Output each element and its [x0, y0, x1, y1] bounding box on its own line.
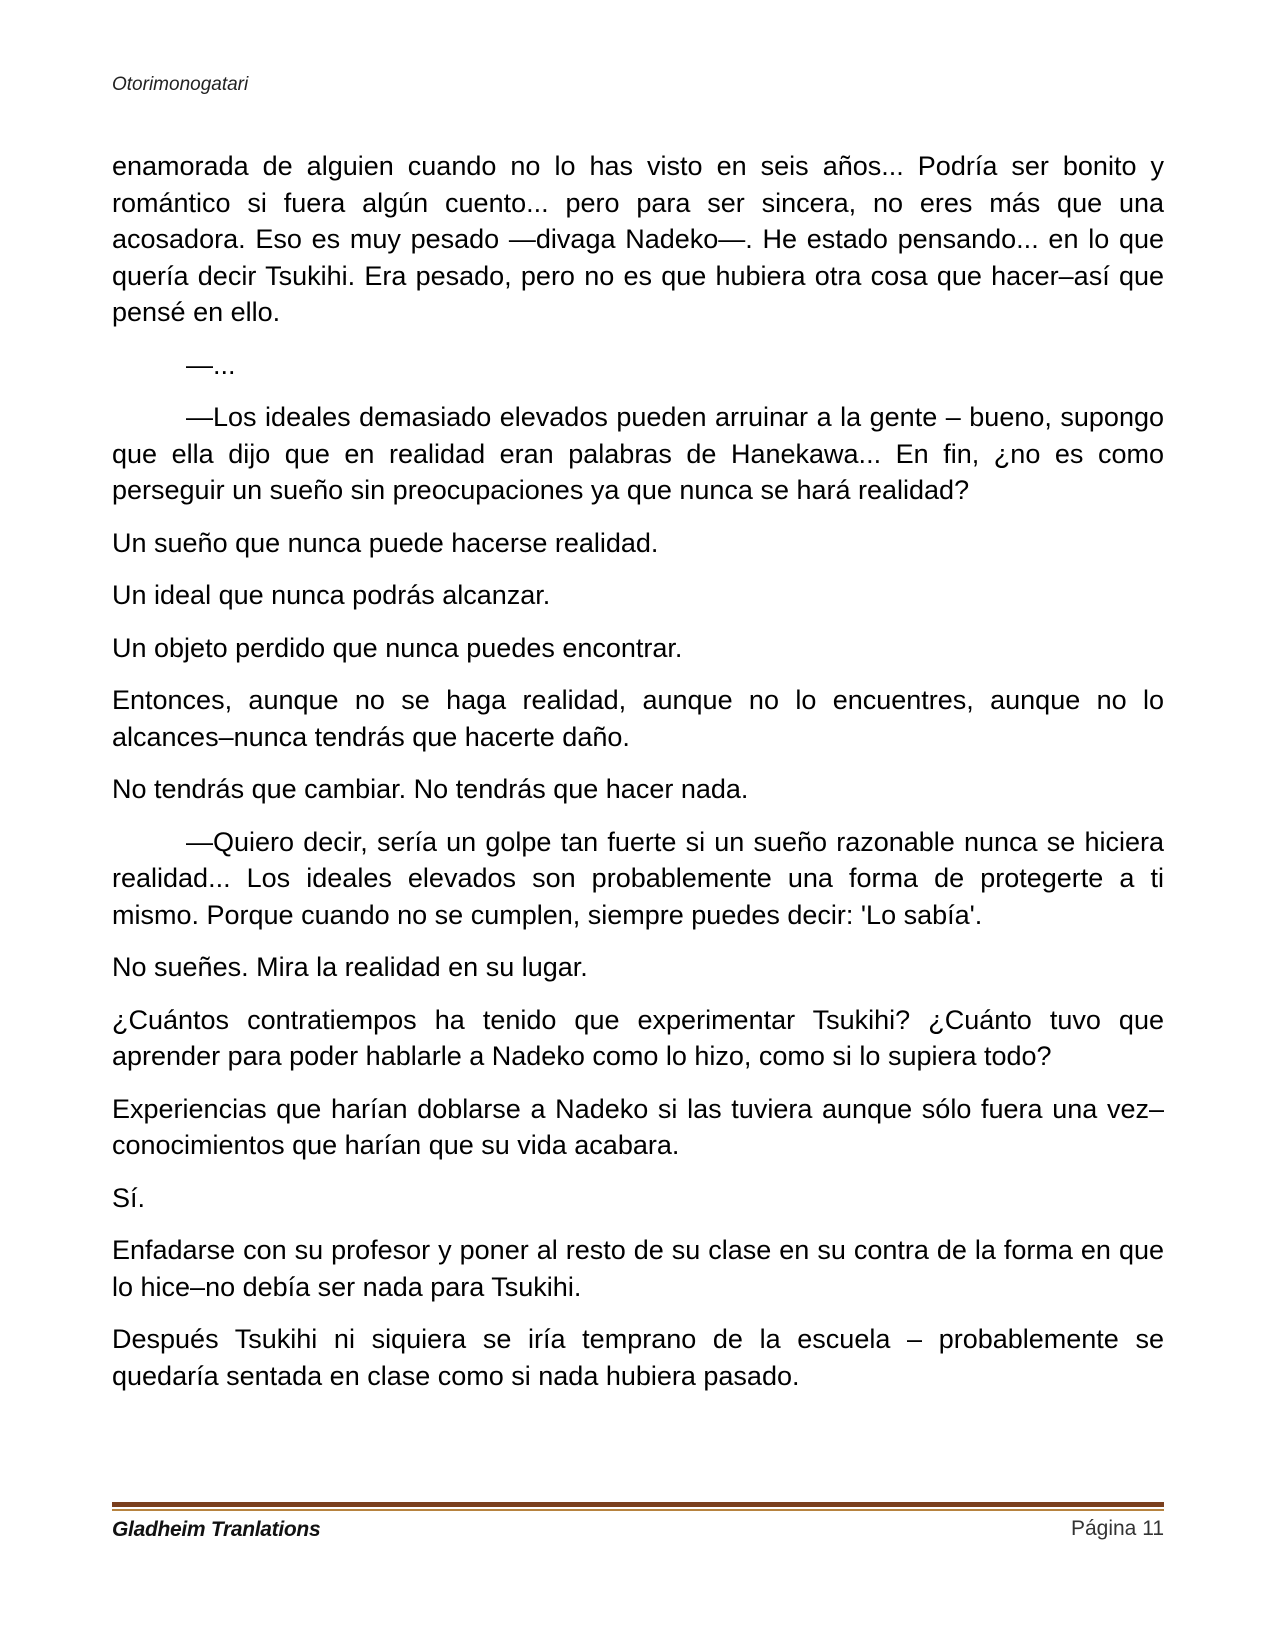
body-text [112, 148, 1164, 1410]
paragraph: ¿Cuántos contratiempos ha tenido que experimentar Tsukihi? ¿Cuánto tuvo que aprender para poder hablarle a Nadeko como lo hizo, como si lo supiera todo? [112, 1004, 1164, 1071]
paragraph: Experiencias que harían doblarse a Nadeko si las tuviera aunque sólo fuera una vez–conocimientos que harían que su vida acabara. [112, 1093, 1164, 1160]
paragraph: Un objeto perdido que nunca puedes encontrar. [112, 632, 683, 663]
dialogue-paragraph: —Los ideales demasiado elevados pueden arruinar a la gente – bueno, supongo que ella dijo que en realidad eran palabras de Hanekawa... En fin, ¿no es como perseguir un sueño sin preocupaciones ya que nunca se hará realidad? [112, 402, 1164, 505]
paragraph: Entonces, aunque no se haga realidad, aunque no lo encuentres, aunque no lo alcances–nunca tendrás que hacerte daño. [112, 685, 1164, 752]
paragraph: Enfadarse con su profesor y poner al resto de su clase en su contra de la forma en que lo hice–no debía ser nada para Tsukihi. [112, 1235, 1164, 1302]
paragraph: No tendrás que cambiar. No tendrás que hacer nada. [112, 774, 749, 804]
paragraph: Sí. [112, 1182, 146, 1213]
running-header: Otorimonogatari [112, 74, 249, 95]
paragraph: No sueñes. Mira la realidad en su lugar. [112, 952, 588, 982]
paragraph: Un sueño que nunca puede hacerse realidad. [112, 527, 659, 558]
dialogue-paragraph: —... [186, 349, 236, 380]
footer-publisher: Gladheim Tranlations [112, 1518, 321, 1541]
paragraph: Después Tsukihi ni siquiera se iría temprano de la escuela – probablemente se quedaría sentada en clase como si nada hubiera pasado. [112, 1324, 1164, 1391]
dialogue-paragraph: —Quiero decir, sería un golpe tan fuerte si un sueño razonable nunca se hiciera realidad... Los ideales elevados son probablemente una forma de protegerte a ti mismo. Porque cuando no se cumplen, siempre puedes decir: 'Lo sabía'. [112, 826, 1164, 930]
paragraph: Un ideal que nunca podrás alcanzar. [112, 580, 551, 610]
footer-page-number: Página 11 [1070, 1517, 1164, 1540]
paragraph: enamorada de alguien cuando no lo has visto en seis años... Podría ser bonito y romántico si fuera algún cuento... pero para ser sincera, no eres más que una acosadora. Eso es muy pesado —divaga Nadeko—. He estado pensando... en lo que quería decir Tsukihi. Era pesado, pero no es que hubiera otra cosa que hacer–así que pensé en ello. [112, 151, 1164, 327]
footer-rule-thin [112, 1509, 1164, 1511]
footer-rule-thick [112, 1502, 1164, 1507]
